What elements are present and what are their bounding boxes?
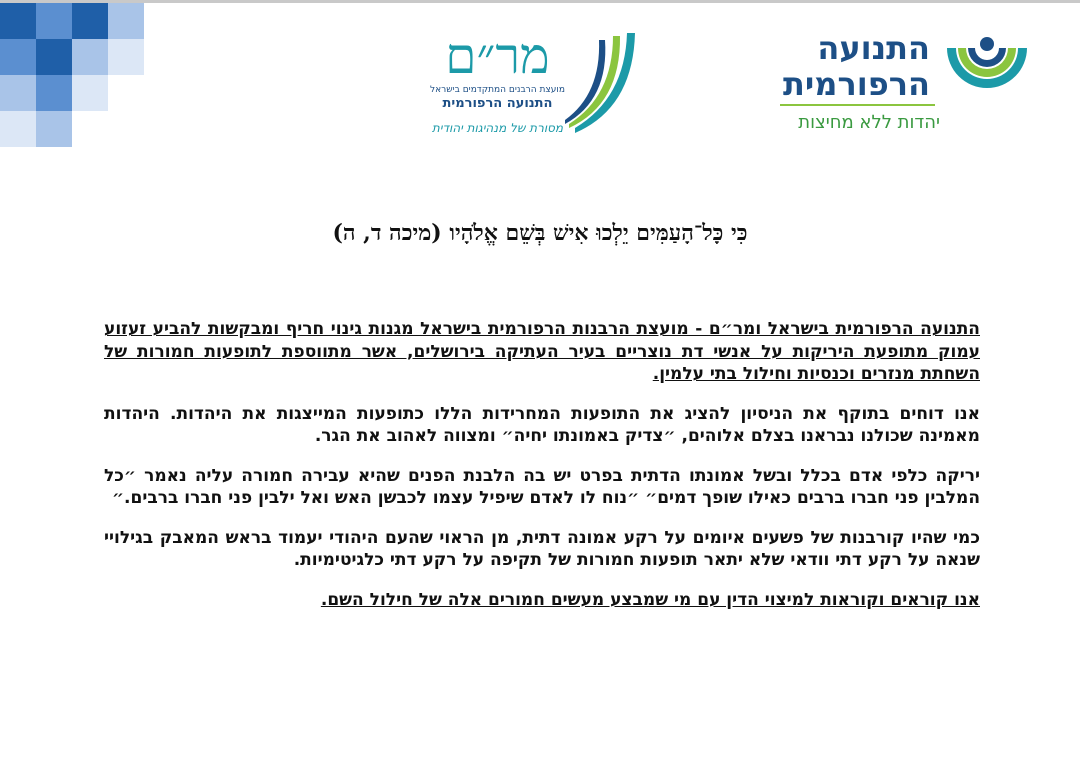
reform-name-line2: הרפורמית <box>783 65 930 103</box>
decorative-squares <box>0 3 145 148</box>
reform-tagline: יהדות ללא מחיצות <box>798 112 940 133</box>
maram-tagline: מסורת של מנהיגות יהודית <box>431 121 564 135</box>
maram-subtitle: מועצת הרבנים המתקדמים בישראל <box>430 85 565 95</box>
paragraph-2: אנו דוחים בתוקף את הניסיון להציג את התופעות המחרידות הללו כתופעות המייצגות את היהדות. היהדות מאמינה שכולנו נבראנו בצלם אלוהים, ״צדיק באמונתו יחיה״ ומצווה לאהוב את הגר. <box>104 403 980 446</box>
statement-body <box>104 318 980 628</box>
top-border <box>0 0 1080 3</box>
paragraph-5: אנו קוראים וקוראות למיצוי הדין עם מי שמבצע מעשים חמורים אלה של חילול השם. <box>320 589 980 610</box>
verse-heading: כִּי כָּל־הָעַמִּים יֵלְכוּ אִישׁ בְּשֵׁם אֱלֹהָיו (מיכה ד, ה) <box>332 220 748 246</box>
paragraph-4: כמי שהיו קורבנות של פשעים איומים על רקע אמונה דתית, מן הראוי שהעם היהודי יעמוד בראש המאבק בגילויי שנאה על רקע דתי וודאי שלא יתאר תופעות חמורות של תקיפה על רקע דתי כלגיטימיות. <box>104 527 980 570</box>
paragraph-3: יריקה כלפי אדם בכלל ובשל אמונתו הדתית בפרט יש בה הלבנת הפנים שהיא עבירה חמורה עליה נאמר ״כל המלבין פני חברו ברבים כאילו שופך דמים״ ״נוח לו לאדם שיפיל עצמו לכבשן האש ואל ילבין פני חברו ברבים.״ <box>104 465 980 508</box>
maram-logo <box>415 28 635 143</box>
reform-divider <box>780 104 935 106</box>
reform-name-line1: התנועה <box>817 29 930 67</box>
reform-logo <box>770 30 1040 140</box>
maram-swoosh-icon <box>565 28 635 138</box>
reform-emblem-icon <box>942 36 1032 106</box>
paragraph-1: התנועה הרפורמית בישראל ומר״ם - מועצת הרבנות הרפורמית בישראל מגנות גינוי חריף ומבקשות להביע זעזוע עמוק מתופעת היריקות על אנשי דת נוצריים בעיר העתיקה בירושלים, אשר מתווספת לתופעות חמורות של השחתת מנזרים וכנסיות וחילול בתי עלמין. <box>104 319 980 384</box>
maram-name: מר״ם <box>445 27 550 85</box>
maram-org-name: התנועה הרפורמית <box>442 96 553 111</box>
